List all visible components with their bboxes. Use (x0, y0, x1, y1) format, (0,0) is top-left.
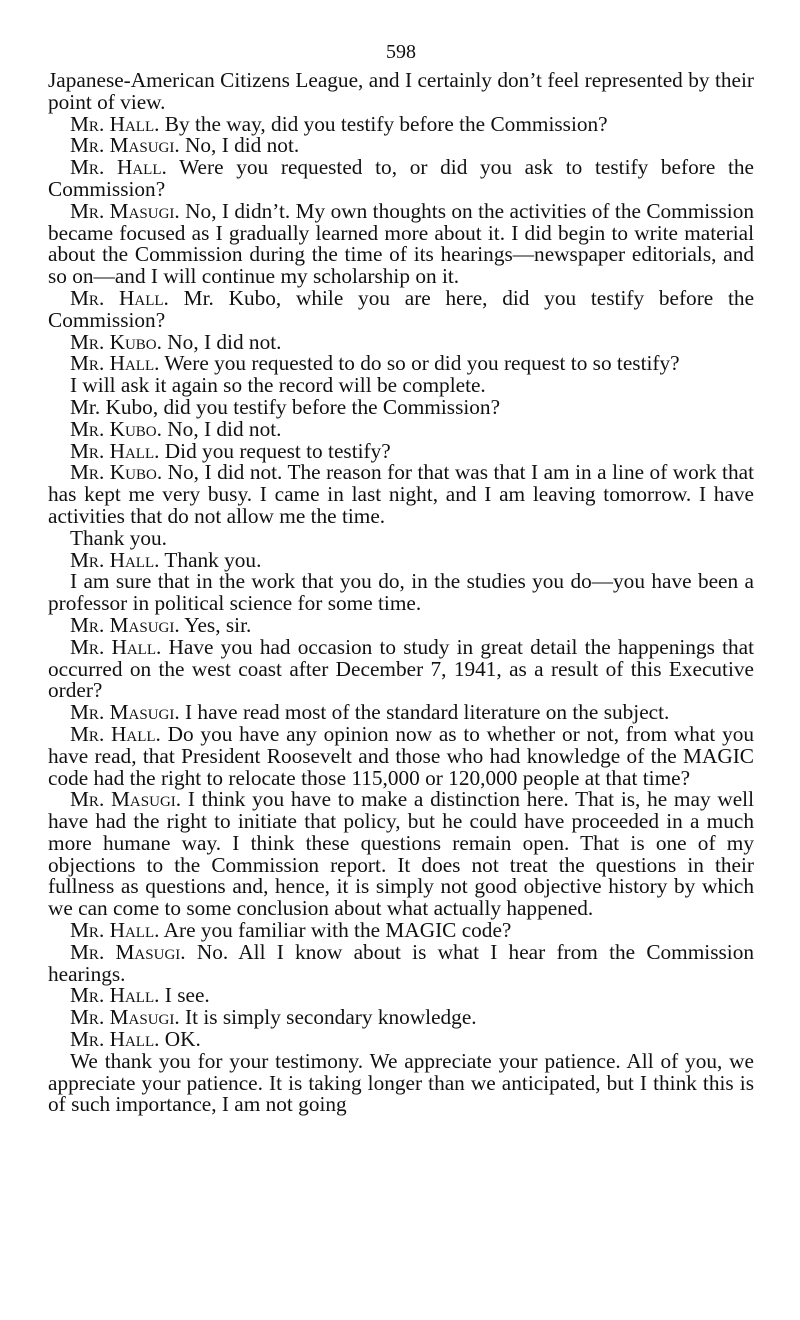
paragraph-text: Mr. Kubo, while you are here, did you testify before the Commission? (48, 285, 755, 332)
speaker-label: Mr. Hall. (70, 1027, 160, 1052)
speaker-label: Mr. Kubo. (70, 460, 163, 485)
speaker-label: Mr. Kubo. (70, 329, 162, 354)
speaker-label: Mr. Hall. (70, 285, 169, 310)
speaker-label: Mr. Hall. (70, 983, 160, 1008)
speaker-label: Mr. Hall. (70, 111, 160, 136)
paragraph-text: Were you requested to do so or did you request to so testify? (164, 351, 680, 376)
paragraph-text: Do you have any opinion now as to whether or not, from what you have read, that President Roosevelt and those who had knowledge of the MAGIC code had the right to relocate those 115,000 or 120,000 people at that time? (48, 721, 755, 790)
speaker-label: Mr. Hall. (70, 721, 161, 746)
paragraph (48, 394, 754, 419)
paragraph (48, 111, 754, 136)
paragraph-text: Are you familiar with the MAGIC code? (163, 918, 512, 943)
speaker-label: Mr. Hall. (70, 155, 167, 180)
speaker-label: Mr. Masugi. (70, 1005, 180, 1030)
paragraph-text: I think you have to make a distinction here. That is, he may well have had the right to initiate that policy, but he could have proceeded in a much more humane way. I think these questions remain open. That is one of my objections to the Commission report. It does not treat the questions in their fullness as questions and, hence, it is simply not good objective history by which we can come to some conclusion about what actually happened. (48, 787, 754, 921)
paragraph-text: We thank you for your testimony. We appreciate your patience. All of you, we appreciate your patience. It is taking longer than we anticipated, but I think this is of such importance, I am not going (48, 1048, 754, 1117)
paragraph-text: OK. (164, 1027, 201, 1052)
paragraph (48, 547, 754, 572)
paragraph-text: Mr. Kubo, did you testify before the Commission? (70, 394, 501, 419)
paragraph (48, 329, 754, 354)
speaker-label: Mr. Masugi. (70, 198, 180, 223)
paragraph (48, 702, 754, 724)
speaker-label: Mr. Hall. (70, 634, 162, 659)
body-text (48, 70, 754, 1116)
paragraph (48, 70, 754, 114)
paragraph-text: Did you request to testify? (164, 438, 391, 463)
speaker-label: Mr. Hall. (70, 438, 160, 463)
speaker-label: Mr. Masugi. (70, 787, 182, 812)
paragraph-text: Have you had occasion to study in great detail the happenings that occurred on the west coast after December 7, 1941, as a result of this Executive order? (48, 634, 755, 703)
paragraph-text: No. All I know about is what I hear from the Commission hearings. (48, 939, 755, 986)
paragraph (48, 1007, 754, 1029)
speaker-label: Mr. Hall. (70, 918, 160, 943)
speaker-label: Mr. Hall. (70, 351, 160, 376)
paragraph (48, 135, 754, 157)
speaker-label: Mr. Hall. (70, 547, 160, 572)
paragraph-text: By the way, did you testify before the Commission? (164, 111, 608, 136)
paragraph-text: Yes, sir. (184, 612, 252, 637)
speaker-label: Mr. Masugi. (70, 612, 180, 637)
paragraph-text: It is simply secondary knowledge. (185, 1005, 477, 1030)
paragraph (48, 416, 754, 441)
paragraph-text: Japanese-American Citizens League, and I certainly don’t feel represented by their point of view. (48, 68, 754, 114)
paragraph-text: No, I didn’t. My own thoughts on the activities of the Commission became focused as I gradually learned more about it. I did begin to write material about the Commission during the time of its hearings—newspaper editorials, and so on—and I will continue my scholarship on it. (48, 198, 755, 289)
speaker-label: Mr. Masugi. (70, 700, 180, 725)
paragraph (48, 721, 755, 790)
paragraph-text: Were you requested to, or did you ask to testify before the Commission? (48, 155, 755, 201)
paragraph-text: I am sure that in the work that you do, in the studies you do—you have been a professor in political science for some time. (48, 569, 754, 616)
speaker-label: Mr. Masugi. (70, 133, 180, 158)
paragraph (48, 285, 755, 332)
paragraph (48, 634, 755, 703)
paragraph-text: No, I did not. The reason for that was that I am in a line of work that has kept me very busy. I came in last night, and I am leaving tomorrow. I have activities that do not allow me the time. (48, 460, 754, 528)
paragraph-text: I see. (164, 983, 210, 1008)
paragraph (48, 920, 754, 942)
page-number: 598 (386, 41, 416, 63)
paragraph (48, 462, 754, 527)
speaker-label: Mr. Kubo. (70, 416, 162, 441)
paragraph (48, 198, 755, 289)
paragraph (48, 353, 754, 375)
paragraph (48, 1029, 754, 1051)
paragraph (48, 525, 754, 550)
paragraph (48, 1048, 754, 1117)
document-page (48, 38, 754, 1116)
paragraph-text: Thank you. (164, 547, 262, 572)
paragraph-text: No, I did not. (185, 133, 300, 158)
speaker-label: Mr. Masugi. (70, 939, 186, 964)
paragraph (48, 438, 754, 463)
paragraph-text: No, I did not. (167, 416, 282, 441)
paragraph (48, 375, 754, 397)
paragraph (48, 789, 754, 920)
paragraph-text: Thank you. (70, 525, 168, 550)
paragraph-text: No, I did not. (167, 329, 282, 354)
paragraph-text: I will ask it again so the record will be complete. (70, 373, 486, 398)
paragraph (48, 985, 754, 1007)
paragraph (48, 571, 754, 615)
paragraph (48, 612, 754, 637)
paragraph (48, 939, 755, 986)
paragraph-text: I have read most of the standard literature on the subject. (185, 700, 670, 725)
paragraph (48, 157, 754, 201)
